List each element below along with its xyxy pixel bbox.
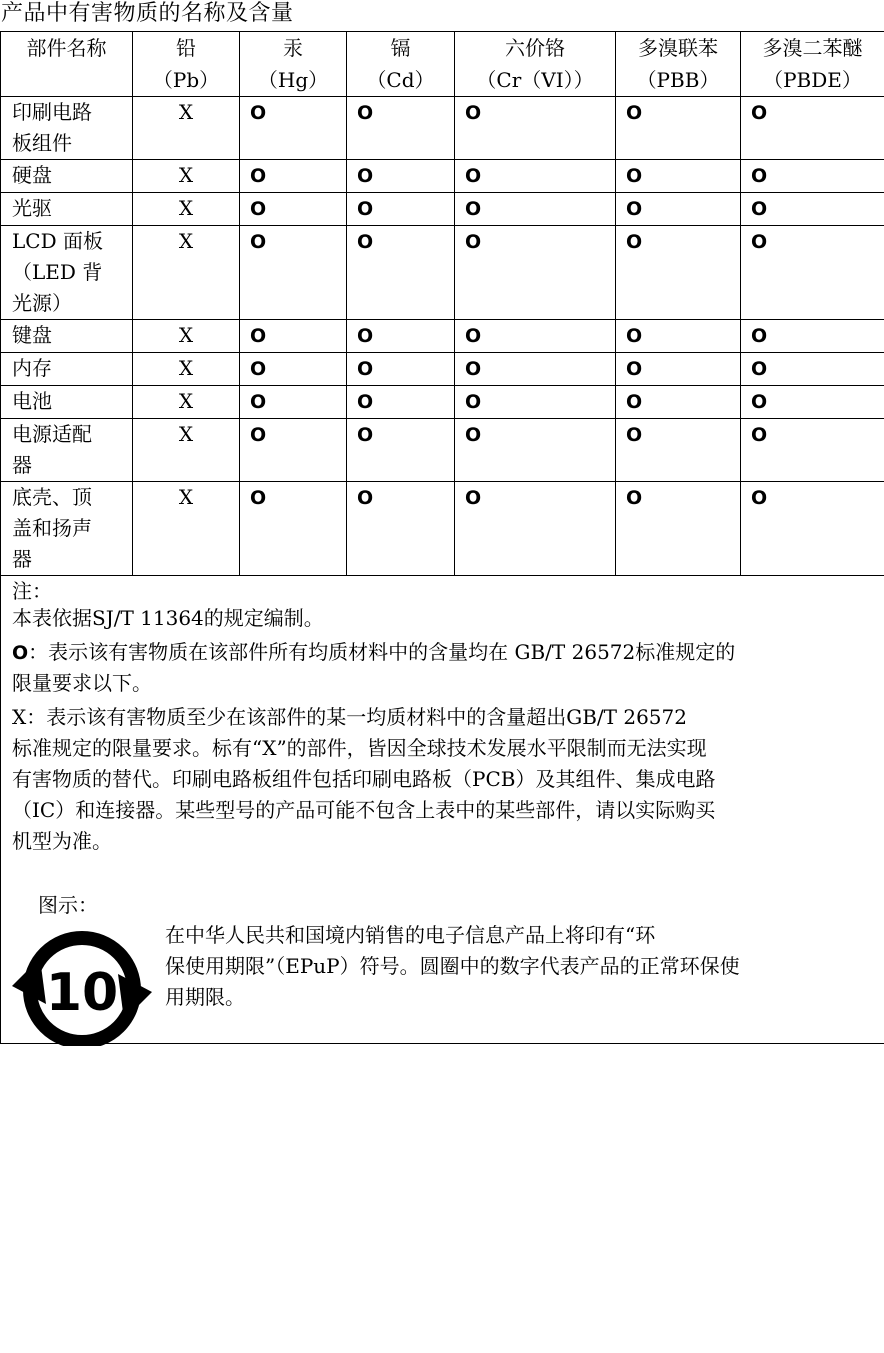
part-name-line: 印刷电路 <box>12 100 92 124</box>
o-mark: O <box>250 231 267 253</box>
value-cell-mercury <box>240 97 347 160</box>
table-row <box>1 193 884 226</box>
value-cell-lead <box>133 226 240 320</box>
value-cell-chromium <box>455 97 616 160</box>
value-cell-cadmium <box>347 193 455 226</box>
value-cell-pbde <box>741 353 884 386</box>
table-row <box>1 320 884 353</box>
value-cell-chromium <box>455 419 616 482</box>
epup-10-year-logo-icon <box>12 930 152 1046</box>
value-cell-mercury <box>240 193 347 226</box>
value-cell-cadmium <box>347 353 455 386</box>
value-cell-pbb <box>616 386 741 419</box>
value-cell-pbb <box>616 97 741 160</box>
hazardous-substances-table <box>0 31 884 1044</box>
table-row <box>1 226 884 320</box>
o-mark: O <box>751 102 768 124</box>
o-mark: O <box>626 231 643 253</box>
value-cell-cadmium <box>347 386 455 419</box>
o-mark: O <box>465 424 482 446</box>
value-cell-pbb <box>616 160 741 193</box>
value-cell-pbde <box>741 419 884 482</box>
table-row <box>1 97 884 160</box>
value-cell-lead <box>133 419 240 482</box>
x-mark: X <box>178 323 194 347</box>
value-cell-chromium <box>455 193 616 226</box>
header-cell-part-name: 部件名称 <box>1 32 133 97</box>
o-mark: O <box>751 391 768 413</box>
o-mark: O <box>626 325 643 347</box>
value-cell-mercury <box>240 226 347 320</box>
part-name-cell <box>1 193 133 226</box>
o-mark: O <box>250 358 267 380</box>
notes-x-line-3: 有害物质的替代。印刷电路板组件包括印刷电路板（PCB）及其组件、集成电路 <box>12 767 716 791</box>
part-name-cell <box>1 386 133 419</box>
x-mark: X <box>178 229 194 253</box>
o-mark: O <box>465 358 482 380</box>
value-cell-pbb <box>616 419 741 482</box>
x-mark: X <box>178 356 194 380</box>
value-cell-cadmium <box>347 160 455 193</box>
x-mark: X <box>178 485 194 509</box>
value-cell-lead <box>133 193 240 226</box>
value-cell-lead <box>133 97 240 160</box>
value-cell-mercury <box>240 160 347 193</box>
o-mark: O <box>357 231 374 253</box>
part-name-cell <box>1 160 133 193</box>
table-row <box>1 386 884 419</box>
notes-o-line-1: O：表示该有害物质在该部件所有均质材料中的含量均在 GB/T 26572标准规定的 <box>12 640 736 664</box>
value-cell-pbde <box>741 193 884 226</box>
table-row <box>1 482 884 576</box>
value-cell-mercury <box>240 482 347 576</box>
logo-number: 10 <box>45 963 119 1023</box>
value-cell-cadmium <box>347 320 455 353</box>
figure-label: 图示： <box>38 893 98 917</box>
o-mark: O <box>465 325 482 347</box>
header-cell-chromium: 六价铬 （Cr（VI）） <box>455 32 616 97</box>
notes-x-line-4: （IC）和连接器。某些型号的产品可能不包含上表中的某些部件，请以实际购买 <box>12 798 716 822</box>
value-cell-mercury <box>240 386 347 419</box>
value-cell-pbde <box>741 386 884 419</box>
part-name-cell <box>1 226 133 320</box>
table-body <box>1 32 884 1044</box>
o-mark: O <box>626 391 643 413</box>
part-name-line: 板组件 <box>12 131 72 155</box>
part-name-line: 电源适配 <box>12 422 92 446</box>
part-name-line: 器 <box>12 453 32 477</box>
header-cell-pbb: 多溴联苯 （PBB） <box>616 32 741 97</box>
o-mark: O <box>626 198 643 220</box>
notes-x-line-5: 机型为准。 <box>12 829 112 853</box>
part-name-cell <box>1 320 133 353</box>
value-cell-cadmium <box>347 226 455 320</box>
value-cell-cadmium <box>347 482 455 576</box>
part-name-line: （LED 背 <box>12 260 103 284</box>
o-mark: O <box>357 198 374 220</box>
o-mark: O <box>626 102 643 124</box>
value-cell-mercury <box>240 419 347 482</box>
part-name-line: 电池 <box>12 389 52 413</box>
header-cell-lead: 铅 （Pb） <box>133 32 240 97</box>
x-mark: X <box>178 196 194 220</box>
value-cell-chromium <box>455 226 616 320</box>
o-mark: O <box>465 487 482 509</box>
x-mark: X <box>178 422 194 446</box>
o-mark: O <box>465 198 482 220</box>
value-cell-mercury <box>240 353 347 386</box>
o-mark: O <box>250 102 267 124</box>
table-row <box>1 419 884 482</box>
value-cell-pbde <box>741 226 884 320</box>
o-mark: O <box>465 231 482 253</box>
part-name-line: 光驱 <box>12 196 52 220</box>
x-mark: X <box>178 163 194 187</box>
o-mark: O <box>751 325 768 347</box>
o-mark: O <box>250 198 267 220</box>
o-mark: O <box>751 424 768 446</box>
o-mark: O <box>751 165 768 187</box>
value-cell-lead <box>133 160 240 193</box>
value-cell-pbde <box>741 160 884 193</box>
part-name-line: 硬盘 <box>12 163 52 187</box>
value-cell-pbb <box>616 226 741 320</box>
value-cell-chromium <box>455 160 616 193</box>
o-mark: O <box>751 487 768 509</box>
o-mark: O <box>465 391 482 413</box>
value-cell-pbb <box>616 482 741 576</box>
value-cell-pbde <box>741 320 884 353</box>
part-name-cell <box>1 482 133 576</box>
value-cell-chromium <box>455 320 616 353</box>
o-mark: O <box>250 487 267 509</box>
part-name-line: 器 <box>12 547 32 571</box>
notes-x-line-1: X：表示该有害物质至少在该部件的某一均质材料中的含量超出GB/T 26572 <box>12 705 687 729</box>
o-mark: O <box>626 165 643 187</box>
o-mark: O <box>357 358 374 380</box>
o-mark: O <box>626 487 643 509</box>
value-cell-lead <box>133 386 240 419</box>
o-mark: O <box>250 165 267 187</box>
part-name-line: 盖和扬声 <box>12 516 92 540</box>
o-mark: O <box>465 102 482 124</box>
value-cell-mercury <box>240 320 347 353</box>
epup-text-line-3: 用期限。 <box>165 985 245 1009</box>
o-mark: O <box>357 424 374 446</box>
value-cell-lead <box>133 353 240 386</box>
part-name-line: 键盘 <box>12 323 52 347</box>
o-mark: O <box>357 487 374 509</box>
notes-row <box>1 576 884 1044</box>
o-mark: O <box>357 102 374 124</box>
o-mark: O <box>626 358 643 380</box>
notes-x-line-2: 标准规定的限量要求。标有“X”的部件，皆因全球技术发展水平限制而无法实现 <box>12 736 707 760</box>
epup-text-line-2: 保使用期限”（EPuP）符号。圆圈中的数字代表产品的正常环保使 <box>165 954 740 978</box>
o-mark: O <box>751 198 768 220</box>
notes-o-line-2: 限量要求以下。 <box>12 671 152 695</box>
part-name-line: 内存 <box>12 356 52 380</box>
table-row <box>1 160 884 193</box>
o-mark: O <box>250 424 267 446</box>
o-mark: O <box>357 165 374 187</box>
o-mark: O <box>465 165 482 187</box>
value-cell-lead <box>133 320 240 353</box>
o-mark: O <box>751 358 768 380</box>
table-header-row <box>1 32 884 97</box>
part-name-line: 光源） <box>12 291 72 315</box>
value-cell-pbb <box>616 193 741 226</box>
o-mark: O <box>626 424 643 446</box>
value-cell-cadmium <box>347 97 455 160</box>
part-name-cell <box>1 97 133 160</box>
x-mark: X <box>178 100 194 124</box>
o-mark: O <box>12 642 29 664</box>
x-mark: X <box>178 389 194 413</box>
epup-text-line-1: 在中华人民共和国境内销售的电子信息产品上将印有“环 <box>165 923 656 947</box>
notes-cell <box>1 576 884 1044</box>
header-cell-pbde: 多溴二苯醚 （PBDE） <box>741 32 884 97</box>
document-title: 产品中有害物质的名称及含量 <box>1 1 294 26</box>
header-cell-mercury: 汞 （Hg） <box>240 32 347 97</box>
o-mark: O <box>250 325 267 347</box>
value-cell-pbb <box>616 353 741 386</box>
value-cell-chromium <box>455 353 616 386</box>
table-row <box>1 353 884 386</box>
value-cell-chromium <box>455 386 616 419</box>
o-mark: O <box>357 325 374 347</box>
value-cell-cadmium <box>347 419 455 482</box>
o-mark: O <box>250 391 267 413</box>
part-name-cell <box>1 419 133 482</box>
part-name-line: 底壳、顶 <box>12 485 92 509</box>
value-cell-chromium <box>455 482 616 576</box>
part-name-cell <box>1 353 133 386</box>
value-cell-pbde <box>741 97 884 160</box>
notes-basis: 本表依据SJ/T 11364的规定编制。 <box>12 606 324 630</box>
notes-label: 注： <box>12 579 52 603</box>
value-cell-pbde <box>741 482 884 576</box>
value-cell-lead <box>133 482 240 576</box>
value-cell-pbb <box>616 320 741 353</box>
part-name-line: LCD 面板 <box>12 229 103 253</box>
o-mark: O <box>357 391 374 413</box>
header-cell-cadmium: 镉 （Cd） <box>347 32 455 97</box>
o-mark: O <box>751 231 768 253</box>
